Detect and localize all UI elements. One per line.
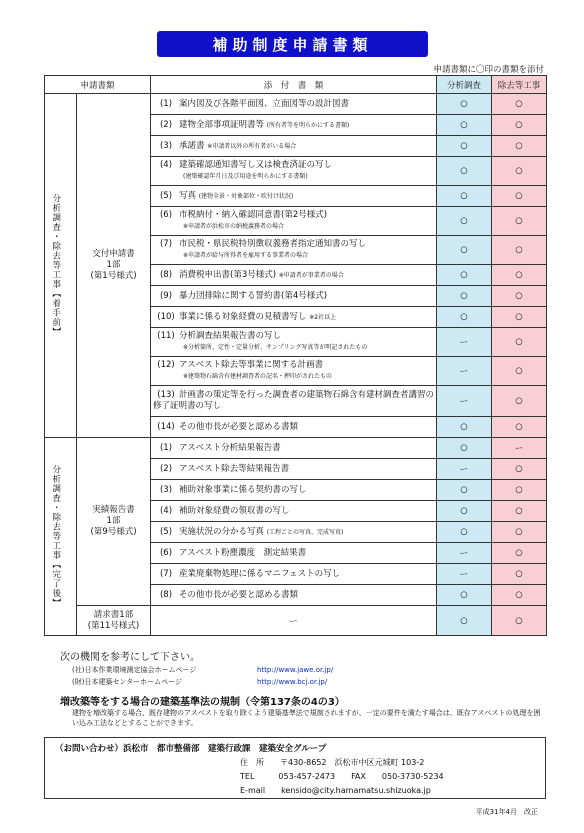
item-number: (4): [159, 160, 173, 170]
removal-mark: ○: [492, 207, 547, 236]
attachment-item: [151, 564, 437, 585]
item-text: 案内図及び各階平面図、立面図等の設計図書: [179, 98, 350, 109]
header-doc: 申請書類: [45, 76, 151, 94]
claim-doc: [77, 606, 151, 636]
item-text: 補助対象経費の領収書の写し: [179, 505, 290, 516]
law-text: 建物を増改築する場合、既存建物のアスベストを取り除くよう建築基準法で規制されますが、一定の要件を満たす場合は、既存アスベストの処理を囲い込み工法などとすることができます。: [72, 709, 541, 727]
removal-mark: ○: [492, 328, 547, 357]
attachment-item: [151, 207, 437, 236]
item-text: 産業廃棄物処理に係るマニフェストの写し: [179, 568, 341, 579]
claim-label: 請求書1部: [93, 609, 134, 620]
removal-mark: ○: [492, 386, 547, 417]
survey-mark: ○: [437, 94, 492, 115]
item-text: 建物全部事項証明書等: [179, 119, 265, 130]
attachment-item: [151, 136, 437, 157]
page-title: 補助制度申請書類: [157, 31, 428, 57]
attachment-item: [151, 186, 437, 207]
survey-mark: ○: [437, 286, 492, 307]
item-text: 市民税・県民税特別徴収義務者指定通知書の写し: [179, 239, 367, 249]
reference-row: [60, 676, 333, 688]
item-text: 計画書の策定等を行った調査者の建築物石綿含有建材調査者講習の修了証明書の写し: [153, 390, 435, 411]
item-number: (5): [159, 190, 173, 201]
survey-mark: ー: [437, 386, 492, 417]
section-vertical-label: 分析調査・除去等工事【完了後】: [45, 438, 67, 636]
removal-mark: ○: [492, 136, 547, 157]
attachment-item: [151, 522, 437, 543]
item-text: アスベスト粉塵濃度 測定結果書: [179, 547, 307, 558]
item-number: (14): [157, 421, 175, 432]
section-vertical-label: 分析調査・除去等工事【着手前】: [45, 94, 67, 438]
survey-mark: ○: [437, 186, 492, 207]
attachment-item: [151, 585, 437, 606]
table-row: [45, 606, 547, 636]
header-survey: 分析調査: [437, 76, 492, 94]
survey-mark: ○: [437, 480, 492, 501]
contact-phone: TEL 053-457-2473 FAX 050-3730-5234: [240, 772, 444, 781]
survey-mark: ○: [437, 157, 492, 186]
item-number: (1): [159, 442, 173, 453]
item-number: (5): [159, 526, 173, 537]
attachment-item: [151, 115, 437, 136]
removal-mark: ○: [492, 186, 547, 207]
removal-mark: ○: [492, 94, 547, 115]
header-attachments: 添 付 書 類: [151, 76, 437, 94]
attachment-item: [151, 286, 437, 307]
item-subnote: ※分析箇所、定性・定量分析、サンプリング写真等が明記されたもの: [183, 344, 368, 351]
item-text: 市税納付・納入確認同意書(第2号様式): [179, 210, 328, 220]
group-name: 実績報告書: [92, 505, 135, 515]
item-text: 承諾書: [179, 140, 205, 151]
removal-mark: ○: [492, 357, 547, 386]
item-number: (9): [159, 290, 173, 301]
reference-row: [60, 664, 333, 676]
references: [60, 652, 333, 688]
references-lead: 次の機関を参考にして下さい。: [60, 652, 200, 663]
removal-mark: ○: [492, 265, 547, 286]
attachment-item: [151, 543, 437, 564]
removal-mark: ○: [492, 585, 547, 606]
item-text: 実施状況の分かる写真: [179, 526, 265, 537]
header-removal: 除去等工事: [492, 76, 547, 94]
contact-address: 住 所 〒430-8652 浜松市中区元城町 103-2: [240, 758, 425, 767]
attachment-item: [151, 357, 437, 386]
attachment-item: [151, 328, 437, 357]
item-number: (13): [157, 390, 175, 400]
attachment-item: [151, 438, 437, 459]
item-note: ※申請者以外の所有者がいる場合: [207, 142, 297, 150]
item-number: (3): [159, 140, 173, 151]
survey-mark: ○: [437, 438, 492, 459]
item-number: (2): [159, 463, 173, 474]
reference-label: (社)日本作業環境測定協会ホームページ: [72, 666, 197, 674]
item-text: 事業に係る対象経費の見積書写し: [179, 311, 307, 322]
claim-form: (第11号様式): [87, 620, 140, 631]
removal-mark: ○: [492, 115, 547, 136]
survey-mark: ○: [437, 115, 492, 136]
removal-mark: ○: [492, 543, 547, 564]
document-table: [44, 75, 547, 636]
item-number: (8): [159, 589, 173, 600]
claim-dash: ー: [151, 606, 437, 636]
attach-note: 申請書類に〇印の書類を添付: [433, 65, 544, 75]
attachment-item: [151, 417, 437, 438]
contact-email: E-mail kensido@city.hamamatsu.shizuoka.jp: [240, 786, 431, 795]
group-form: (第9号様式): [90, 527, 137, 537]
attachment-item: [151, 94, 437, 115]
removal-mark: ○: [492, 459, 547, 480]
item-number: (1): [159, 98, 173, 109]
item-number: (10): [157, 311, 175, 322]
item-text: 暴力団排除に関する誓約書(第4号様式): [179, 290, 328, 301]
survey-mark: ー: [437, 328, 492, 357]
item-number: (2): [159, 119, 173, 130]
item-subnote: ※建築物石綿含有建材調査者の記名・押印がされたもの: [183, 373, 333, 380]
survey-mark: ○: [437, 522, 492, 543]
survey-mark: ○: [437, 606, 492, 636]
group-name: 交付申請書: [92, 249, 135, 259]
survey-mark: ー: [437, 459, 492, 480]
item-note: ※申請者が事業者の場合: [278, 271, 344, 279]
item-subnote: ※申請者が給与所得者を雇用する事業者の場合: [183, 252, 309, 259]
section-gap: [67, 438, 77, 636]
group-count: 1部: [106, 516, 121, 526]
survey-mark: ○: [437, 136, 492, 157]
item-number: (11): [157, 331, 175, 341]
item-number: (7): [159, 568, 173, 579]
reference-link[interactable]: http://www.jawe.or.jp/: [257, 666, 334, 674]
law-title: 増改築等をする場合の建築基準法の規制（令第137条の4の3）: [60, 697, 345, 708]
item-subnote: (建築確認年月日及び用途を明らかにする書類): [183, 173, 308, 180]
survey-mark: ○: [437, 265, 492, 286]
document-group: [77, 438, 151, 606]
item-text: アスベスト分析結果報告書: [179, 442, 281, 453]
removal-mark: ○: [492, 606, 547, 636]
document-group: [77, 94, 151, 438]
survey-mark: ー: [437, 357, 492, 386]
removal-mark: ○: [492, 480, 547, 501]
attachment-item: [151, 265, 437, 286]
attachment-item: [151, 480, 437, 501]
table-row: [45, 94, 547, 115]
attachment-item: [151, 386, 437, 417]
attachment-item: [151, 307, 437, 328]
item-text: アスベスト除去等事業に関する計画書: [179, 360, 324, 370]
item-number: (6): [159, 547, 173, 558]
survey-mark: ○: [437, 501, 492, 522]
removal-mark: ○: [492, 286, 547, 307]
removal-mark: ○: [492, 522, 547, 543]
item-text: 写真: [179, 190, 197, 201]
contact-head: （お問い合わせ）浜松市 都市整備部 建築行政課 建築安全グループ: [55, 744, 327, 754]
removal-mark: ○: [492, 236, 547, 265]
table-row: [45, 438, 547, 459]
removal-mark: ○: [492, 307, 547, 328]
item-number: (12): [157, 360, 175, 370]
contact-box: [44, 737, 546, 799]
item-text: アスベスト除去等結果報告書: [179, 463, 290, 474]
survey-mark: ○: [437, 236, 492, 265]
removal-mark: ○: [492, 417, 547, 438]
survey-mark: ○: [437, 417, 492, 438]
item-note: (工程ごとの写真、完成写真): [266, 528, 344, 536]
item-number: (6): [159, 210, 173, 220]
item-text: 補助対象事業に係る契約書の写し: [179, 484, 307, 495]
item-note: ※2社以上: [309, 313, 337, 321]
item-subnote: ※申請者が浜松市の納税義務者の場合: [183, 223, 285, 230]
attachment-item: [151, 236, 437, 265]
removal-mark: ○: [492, 157, 547, 186]
removal-mark: ○: [492, 501, 547, 522]
group-count: 1部: [106, 260, 121, 270]
item-text: その他市長が必要と認める書類: [179, 589, 299, 600]
attachment-item: [151, 501, 437, 522]
item-text: 建築確認通知書写し又は検査済証の写し: [179, 160, 333, 170]
item-text: 分析調査結果報告書の写し: [179, 331, 282, 341]
group-form: (第1号様式): [90, 271, 137, 281]
reference-link[interactable]: http://www.bcj.or.jp/: [257, 678, 328, 686]
survey-mark: ○: [437, 585, 492, 606]
removal-mark: ー: [492, 438, 547, 459]
attachment-item: [151, 459, 437, 480]
revision-date: 平成31年4月 改正: [475, 808, 538, 816]
survey-mark: ○: [437, 307, 492, 328]
attachment-item: [151, 157, 437, 186]
survey-mark: ー: [437, 543, 492, 564]
item-number: (4): [159, 505, 173, 516]
item-number: (7): [159, 239, 173, 249]
reference-label: (財)日本建築センターホームページ: [72, 678, 183, 686]
item-number: (8): [159, 269, 173, 280]
item-note: (所有者等を明らかにする書類): [266, 121, 350, 129]
section-gap: [67, 94, 77, 438]
item-text: 消費税申出書(第3号様式): [179, 269, 277, 280]
removal-mark: ○: [492, 564, 547, 585]
survey-mark: ○: [437, 207, 492, 236]
item-text: その他市長が必要と認める書類: [179, 421, 299, 432]
survey-mark: ー: [437, 564, 492, 585]
item-note: (建物全景・対象部位・吹付け状況): [198, 192, 294, 200]
item-number: (3): [159, 484, 173, 495]
